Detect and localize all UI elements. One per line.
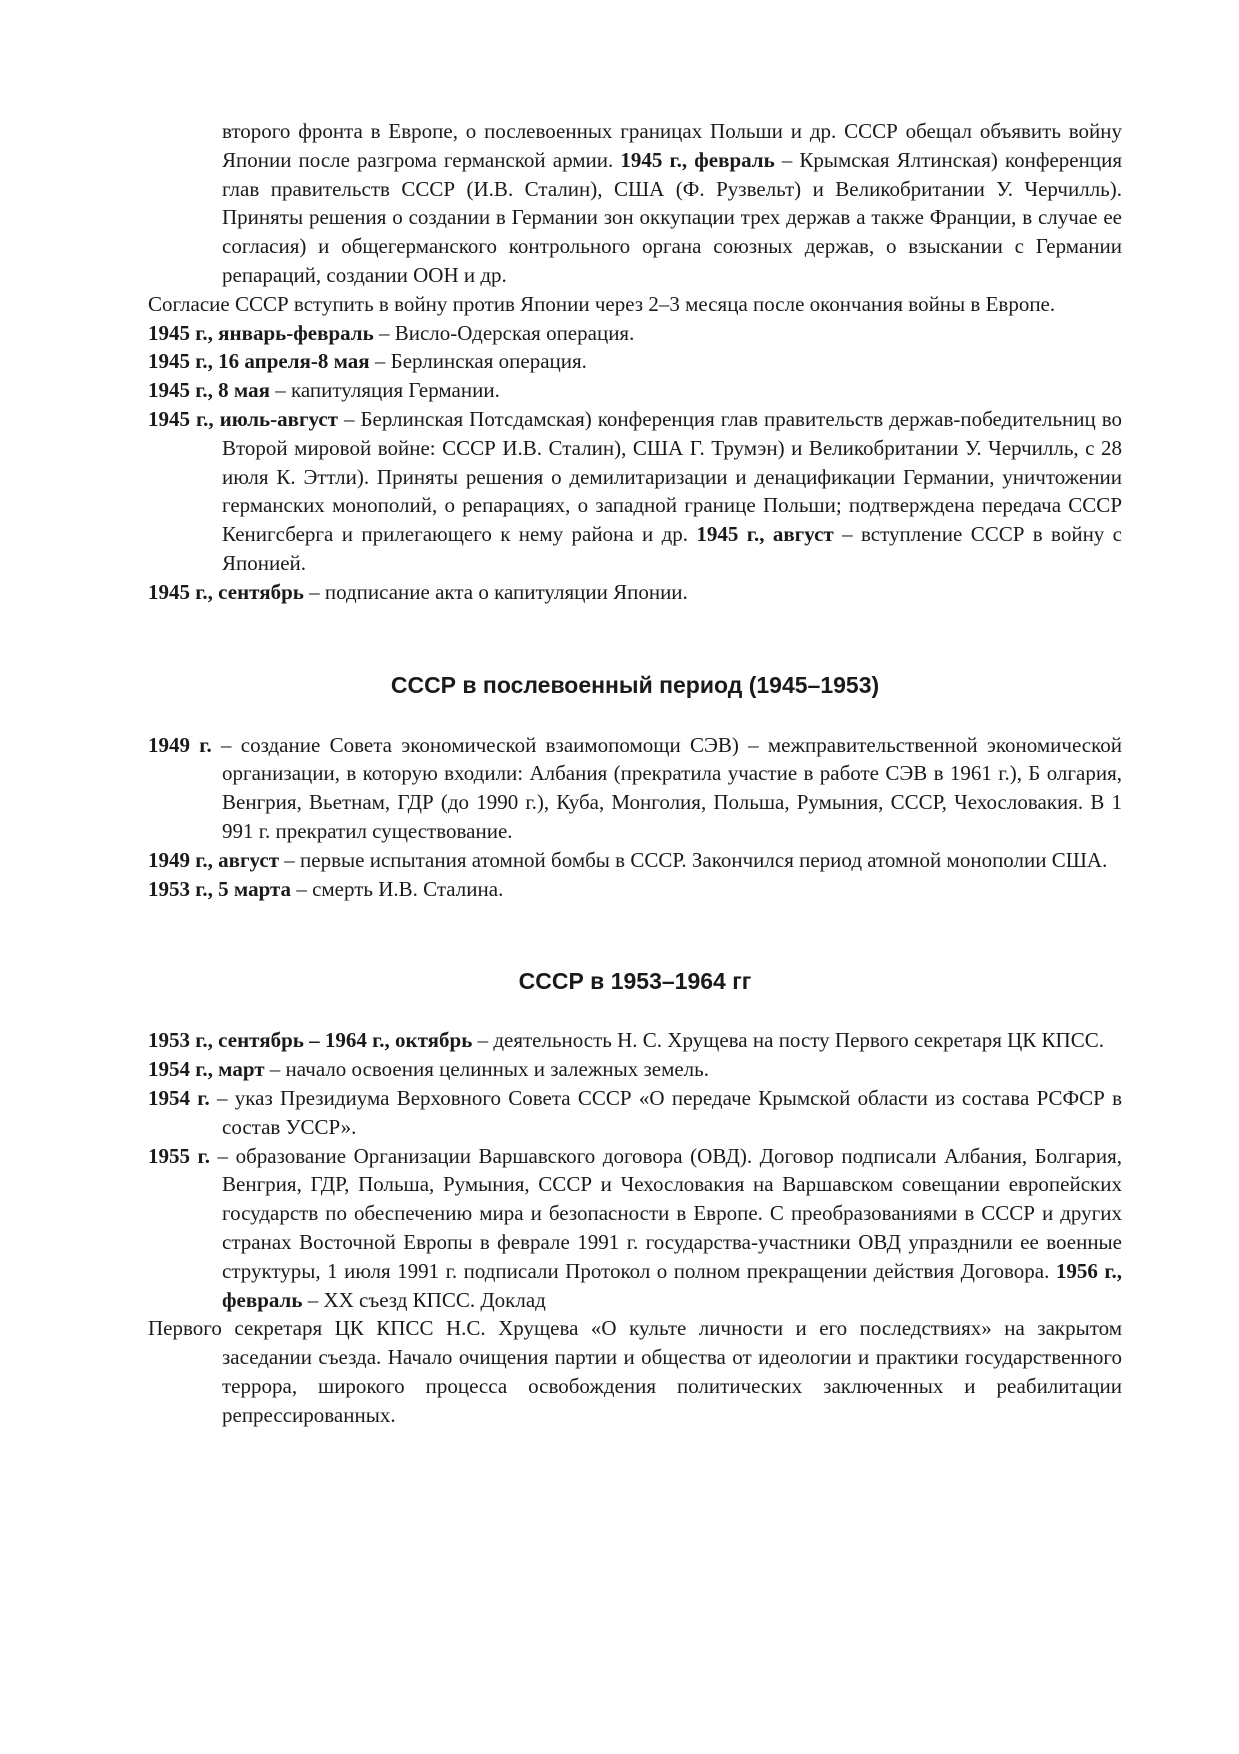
entry-text: – Крымская Ялтинская) конференция глав правительств СССР (И.В. Сталин), США (Ф. Рузвельт) и Великобритании У. Черчилль). Приняты решения о создании в Германии зон оккупации трех держав а также Франции, в случае ее согласия) и общегерманского контрольного органа союзных держав, о взыскании с Германии репараций, создании ООН и др.	[222, 147, 1122, 287]
entry	[148, 319, 1122, 348]
entry	[148, 578, 1122, 607]
entry-text: – Берлинская Потсдамская) конференция глав правительств держав-победительниц во Второй мировой войне: СССР И.В. Сталин), США Г. Трумэн) и Великобритании У. Черчилль, с 28 июля К. Эттли). Приняты решения о демилитаризации и денацификации Германии, уничтожении германских монополий, о репарациях, о западной границе Польши; подтверждена передача СССР Кенигсберга и прилегающего к нему района и др.	[222, 406, 1122, 547]
entry-date: 1953 г., сентябрь – 1964 г., октябрь	[148, 1028, 473, 1053]
entry	[148, 347, 1122, 376]
entry-text: – начало освоения целинных и залежных земель.	[264, 1057, 709, 1082]
entry	[148, 1055, 1122, 1084]
entry-date: 1955 г.	[148, 1143, 210, 1168]
entry-date: 1954 г., март	[148, 1057, 265, 1082]
entry-date: 1954 г.	[148, 1085, 210, 1110]
entry	[148, 1142, 1122, 1315]
entry-continuation	[148, 117, 1122, 290]
entry-date: 1953 г., 5 марта	[148, 876, 292, 901]
entry	[148, 1314, 1122, 1429]
entry-text: – XX съезд КПСС. Доклад	[302, 1287, 546, 1312]
section-heading-khrushchev: СССР в 1953–1964 гг	[518, 968, 752, 995]
entry	[148, 405, 1122, 578]
entry-date: 1945 г., 8 мая	[148, 378, 270, 403]
entry-date: 1945 г., август	[696, 522, 834, 547]
entry-text: – образование Организации Варшавского договора (ОВД). Договор подписали Албания, Болгария, Венгрия, ГДР, Польша, Румыния, СССР и Чехословакия на Варшавском совещании европейских государств по обеспечению мира и безопасности в Европе. С преобразованиями в СССР и других странах Восточной Европы в феврале 1991 г. государства-участники ОВД упразднили ее военные структуры, 1 июля 1991 г. подписали Протокол о полном прекращении действия Договора.	[209, 1143, 1123, 1283]
entry	[148, 731, 1122, 846]
entry	[148, 376, 1122, 405]
entry-text: – смерть И.В. Сталина.	[291, 876, 504, 901]
entry	[148, 1026, 1122, 1055]
entry-date: 1949 г., август	[148, 847, 280, 872]
entry-date: 1945 г., июль-август	[148, 406, 338, 431]
document-body	[148, 117, 1122, 1429]
entry-text: – создание Совета экономической взаимопомощи СЭВ) – межправительственной экономической организации, в которую входили: Албания (прекратила участие в работе СЭВ в 1961 г.), Б олгария, Венгрия, Вьетнам, ГДР (до 1990 г.), Куба, Монголия, Польша, Румыния, СССР, Чехословакия. В 1 991 г. прекратил существование.	[211, 732, 1123, 843]
entry-text: Согласие СССР вступить в войну против Японии через 2–3 месяца после окончания войны в Европе.	[148, 291, 1056, 316]
entry	[148, 875, 1122, 904]
section-heading-postwar: СССР в послевоенный период (1945–1953)	[390, 671, 880, 698]
entry-text: – указ Президиума Верховного Совета СССР «О передаче Крымской области из состава РСФСР в состав УССР».	[209, 1085, 1122, 1139]
entry-text: – капитуляция Германии.	[269, 378, 500, 403]
entry-text: второго фронта в Европе, о послевоенных границах Польши и др. СССР обещал объявить войну Японии после разгрома германской армии.	[222, 119, 1122, 172]
entry	[148, 290, 1122, 319]
entry-date: 1949 г.	[148, 732, 212, 757]
entry-date: 1945 г., февраль	[620, 147, 775, 172]
entry-date: 1956 г., февраль	[222, 1258, 1123, 1312]
entry	[148, 1084, 1122, 1142]
entry-date: 1945 г., 16 апреля-8 мая	[148, 349, 370, 374]
entry-date: 1945 г., сентябрь	[148, 579, 304, 604]
entry	[148, 846, 1122, 875]
entry-text: – Висло-Одерская операция.	[373, 320, 635, 345]
entry-text: – вступление СССР в войну с Японией.	[222, 522, 1122, 575]
entry-date: 1945 г., январь-февраль	[148, 320, 374, 345]
entry-text: – подписание акта о капитуляции Японии.	[303, 579, 688, 604]
entry-text: – Берлинская операция.	[369, 349, 587, 374]
entry-text: – деятельность Н. С. Хрущева на посту Первого секретаря ЦК КПСС.	[472, 1028, 1104, 1053]
entry-text: Первого секретаря ЦК КПСС Н.С. Хрущева «О культе личности и его последствиях» на закрытом заседании съезда. Начало очищения партии и общества от идеологии и практики государственного террора, широкого процесса освобождения политических заключенных и реабилитации репрессированных.	[148, 1316, 1122, 1427]
entry-text: – первые испытания атомной бомбы в СССР. Закончился период атомной монополии США.	[279, 847, 1108, 872]
